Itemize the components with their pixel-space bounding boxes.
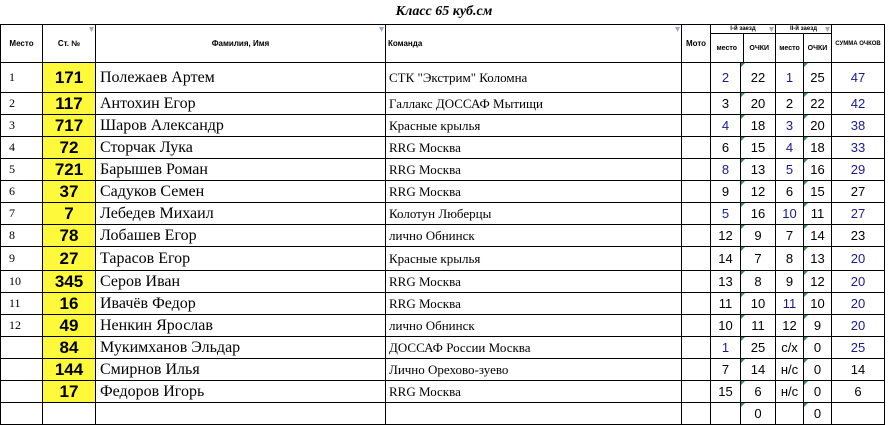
race2-place[interactable]: 8 xyxy=(776,247,804,271)
rider-name[interactable]: Смирнов Илья xyxy=(96,359,386,381)
race2-place[interactable]: н/с xyxy=(776,381,804,403)
rider-place[interactable] xyxy=(1,381,43,403)
rider-name[interactable]: Тарасов Егор xyxy=(96,247,386,271)
race1-points[interactable]: 10 xyxy=(741,293,776,315)
rider-place[interactable]: 3 xyxy=(1,115,43,137)
rider-name[interactable]: Полежаев Артем xyxy=(96,63,386,93)
filter-arrow-icon[interactable] xyxy=(89,27,94,32)
race1-place[interactable]: 8 xyxy=(711,159,741,181)
rider-name[interactable]: Ненкин Ярослав xyxy=(96,315,386,337)
race1-place[interactable]: 6 xyxy=(711,137,741,159)
team-name[interactable]: Лично Орехово-зуево xyxy=(386,359,682,381)
race1-points[interactable]: 20 xyxy=(741,93,776,115)
table-row xyxy=(1,293,885,315)
race2-place[interactable]: 3 xyxy=(776,115,804,137)
bike-cell[interactable] xyxy=(682,403,711,425)
total-points[interactable]: 33 xyxy=(832,137,885,159)
rider-place[interactable]: 5 xyxy=(1,159,43,181)
bib-number[interactable]: 345 xyxy=(43,271,96,293)
table-row xyxy=(1,337,885,359)
rider-name[interactable]: Лобашев Егор xyxy=(96,225,386,247)
rider-place[interactable]: 12 xyxy=(1,315,43,337)
bike-cell[interactable] xyxy=(682,115,711,137)
race2-points[interactable]: 20 xyxy=(804,115,832,137)
rider-name[interactable]: Лебедев Михаил xyxy=(96,203,386,225)
race2-place[interactable]: н/с xyxy=(776,359,804,381)
race1-label: I-й заезд xyxy=(711,25,775,34)
race1-points[interactable]: 18 xyxy=(741,115,776,137)
total-points[interactable]: 42 xyxy=(832,93,885,115)
race1-points[interactable]: 0 xyxy=(741,403,776,425)
total-points[interactable]: 20 xyxy=(832,247,885,271)
table-row xyxy=(1,181,885,203)
race2-points[interactable]: 11 xyxy=(804,203,832,225)
rider-place[interactable]: 11 xyxy=(1,293,43,315)
race2-points[interactable]: 25 xyxy=(804,63,832,93)
race1-points[interactable]: 7 xyxy=(741,247,776,271)
race2-points[interactable]: 0 xyxy=(804,403,832,425)
table-row xyxy=(1,247,885,271)
race1-place-label: место xyxy=(711,34,744,62)
bib-number[interactable]: 16 xyxy=(43,293,96,315)
race1-place[interactable]: 7 xyxy=(711,359,741,381)
race1-points[interactable]: 11 xyxy=(741,315,776,337)
bib-number[interactable]: 117 xyxy=(43,93,96,115)
filter-arrow-icon[interactable] xyxy=(379,27,384,32)
team-name[interactable]: Красные крылья xyxy=(386,247,682,271)
rider-place[interactable]: 10 xyxy=(1,271,43,293)
bike-cell[interactable] xyxy=(682,225,711,247)
rider-place[interactable] xyxy=(1,403,43,425)
table-row xyxy=(1,359,885,381)
rider-name[interactable]: Мукимханов Эльдар xyxy=(96,337,386,359)
header-race2[interactable] xyxy=(776,25,832,63)
bike-cell[interactable] xyxy=(682,337,711,359)
team-name[interactable]: лично Обнинск xyxy=(386,225,682,247)
rider-place[interactable]: 6 xyxy=(1,181,43,203)
race2-label: II-й заезд xyxy=(776,25,831,34)
race1-points[interactable]: 15 xyxy=(741,137,776,159)
race2-points[interactable]: 14 xyxy=(804,225,832,247)
table-row xyxy=(1,403,885,425)
total-points[interactable]: 20 xyxy=(832,293,885,315)
bike-cell[interactable] xyxy=(682,359,711,381)
bike-cell[interactable] xyxy=(682,203,711,225)
total-points[interactable]: 25 xyxy=(832,337,885,359)
table-row xyxy=(1,225,885,247)
race2-points[interactable]: 18 xyxy=(804,137,832,159)
header-race1[interactable] xyxy=(711,25,776,63)
race2-points[interactable]: 10 xyxy=(804,293,832,315)
rider-place[interactable]: 1 xyxy=(1,63,43,93)
table-row xyxy=(1,159,885,181)
header-place: Место xyxy=(1,25,43,63)
bib-number[interactable]: 84 xyxy=(43,337,96,359)
rider-place[interactable] xyxy=(1,359,43,381)
team-name[interactable]: RRG Москва xyxy=(386,293,682,315)
race2-place[interactable]: 7 xyxy=(776,225,804,247)
team-name[interactable] xyxy=(386,403,682,425)
bib-number[interactable]: 17 xyxy=(43,381,96,403)
race2-place[interactable]: 12 xyxy=(776,315,804,337)
filter-arrow-icon[interactable] xyxy=(675,27,680,32)
race1-points[interactable]: 13 xyxy=(741,159,776,181)
bib-number[interactable]: 37 xyxy=(43,181,96,203)
rider-name[interactable]: Ивачёв Федор xyxy=(96,293,386,315)
page-title: Класс 65 куб.см xyxy=(395,4,493,19)
team-name[interactable]: Колотун Люберцы xyxy=(386,203,682,225)
race2-place[interactable]: 2 xyxy=(776,93,804,115)
race2-place[interactable] xyxy=(776,403,804,425)
total-points[interactable]: 23 xyxy=(832,225,885,247)
race1-place[interactable]: 13 xyxy=(711,271,741,293)
total-points[interactable]: 14 xyxy=(832,359,885,381)
team-name[interactable]: СТК "Экстрим" Коломна xyxy=(386,63,682,93)
race2-place[interactable]: 4 xyxy=(776,137,804,159)
race1-place[interactable]: 3 xyxy=(711,93,741,115)
bike-cell[interactable] xyxy=(682,93,711,115)
race1-place[interactable]: 11 xyxy=(711,293,741,315)
race1-place[interactable]: 4 xyxy=(711,115,741,137)
race2-place[interactable]: 5 xyxy=(776,159,804,181)
race2-points[interactable]: 9 xyxy=(804,315,832,337)
bib-number[interactable]: 72 xyxy=(43,137,96,159)
race1-place[interactable]: 1 xyxy=(711,337,741,359)
bib-number[interactable] xyxy=(43,403,96,425)
race2-place[interactable]: 11 xyxy=(776,293,804,315)
table-row xyxy=(1,203,885,225)
race2-points[interactable]: 0 xyxy=(804,359,832,381)
team-name[interactable]: RRG Москва xyxy=(386,271,682,293)
team-name[interactable]: Красные крылья xyxy=(386,115,682,137)
table-row xyxy=(1,93,885,115)
rider-name[interactable]: Федоров Игорь xyxy=(96,381,386,403)
bib-number[interactable]: 721 xyxy=(43,159,96,181)
rider-place[interactable]: 9 xyxy=(1,247,43,271)
total-points[interactable]: 27 xyxy=(832,181,885,203)
table-row xyxy=(1,315,885,337)
race1-place[interactable]: 2 xyxy=(711,63,741,93)
team-name[interactable]: лично Обнинск xyxy=(386,315,682,337)
race2-points[interactable]: 22 xyxy=(804,93,832,115)
race2-points[interactable]: 0 xyxy=(804,381,832,403)
team-name[interactable]: RRG Москва xyxy=(386,159,682,181)
rider-name[interactable]: Шаров Александр xyxy=(96,115,386,137)
rider-place[interactable]: 2 xyxy=(1,93,43,115)
rider-name[interactable]: Садуков Семен xyxy=(96,181,386,203)
race1-place[interactable] xyxy=(711,403,741,425)
total-points[interactable]: 29 xyxy=(832,159,885,181)
bike-cell[interactable] xyxy=(682,293,711,315)
race1-points[interactable]: 12 xyxy=(741,181,776,203)
total-points[interactable]: 47 xyxy=(832,63,885,93)
race1-place[interactable]: 12 xyxy=(711,225,741,247)
race1-place[interactable]: 15 xyxy=(711,381,741,403)
bib-number[interactable]: 78 xyxy=(43,225,96,247)
race1-points[interactable]: 8 xyxy=(741,271,776,293)
bib-number[interactable]: 171 xyxy=(43,63,96,93)
race1-points[interactable]: 25 xyxy=(741,337,776,359)
rider-name[interactable]: Серов Иван xyxy=(96,271,386,293)
bike-cell[interactable] xyxy=(682,137,711,159)
header-number[interactable]: Ст. № xyxy=(43,25,96,63)
bib-number[interactable]: 49 xyxy=(43,315,96,337)
race2-place[interactable]: 6 xyxy=(776,181,804,203)
race1-place[interactable]: 5 xyxy=(711,203,741,225)
race2-points[interactable]: 13 xyxy=(804,247,832,271)
team-name[interactable]: RRG Москва xyxy=(386,381,682,403)
team-name[interactable]: Галлакс ДОССАФ Мытищи xyxy=(386,93,682,115)
rider-place[interactable] xyxy=(1,337,43,359)
race2-place-label: место xyxy=(776,34,804,62)
bib-number[interactable]: 7 xyxy=(43,203,96,225)
bike-cell[interactable] xyxy=(682,247,711,271)
bib-number[interactable]: 717 xyxy=(43,115,96,137)
results-table xyxy=(0,24,885,425)
header-name[interactable]: Фамилия, Имя xyxy=(96,25,386,63)
race2-place[interactable]: 10 xyxy=(776,203,804,225)
race1-points-label: ОЧКИ xyxy=(749,44,770,52)
total-points[interactable]: 38 xyxy=(832,115,885,137)
total-points[interactable]: 6 xyxy=(832,381,885,403)
rider-name[interactable]: Сторчак Лука xyxy=(96,137,386,159)
rider-name[interactable]: Антохин Егор xyxy=(96,93,386,115)
bike-cell[interactable] xyxy=(682,315,711,337)
race2-points[interactable]: 15 xyxy=(804,181,832,203)
race1-place[interactable]: 10 xyxy=(711,315,741,337)
total-points[interactable]: 20 xyxy=(832,315,885,337)
bike-cell[interactable] xyxy=(682,271,711,293)
total-points[interactable] xyxy=(832,403,885,425)
bike-cell[interactable] xyxy=(682,159,711,181)
race2-place[interactable]: 9 xyxy=(776,271,804,293)
race2-place[interactable]: 1 xyxy=(776,63,804,93)
team-name[interactable]: RRG Москва xyxy=(386,181,682,203)
bike-cell[interactable] xyxy=(682,381,711,403)
race1-points[interactable]: 16 xyxy=(741,203,776,225)
race1-points[interactable]: 22 xyxy=(741,63,776,93)
race1-points[interactable]: 9 xyxy=(741,225,776,247)
total-points[interactable]: 27 xyxy=(832,203,885,225)
rider-name[interactable]: Барышев Роман xyxy=(96,159,386,181)
team-name[interactable]: RRG Москва xyxy=(386,137,682,159)
team-name[interactable]: ДОССАФ России Москва xyxy=(386,337,682,359)
total-points[interactable]: 20 xyxy=(832,271,885,293)
bib-number[interactable]: 144 xyxy=(43,359,96,381)
bike-cell[interactable] xyxy=(682,181,711,203)
race1-points[interactable]: 6 xyxy=(741,381,776,403)
race2-place[interactable]: с/х xyxy=(776,337,804,359)
bib-number[interactable]: 27 xyxy=(43,247,96,271)
rider-place[interactable]: 8 xyxy=(1,225,43,247)
race1-place[interactable]: 14 xyxy=(711,247,741,271)
bike-cell[interactable] xyxy=(682,63,711,93)
race1-place[interactable]: 9 xyxy=(711,181,741,203)
header-total: СУММА ОЧКОВ xyxy=(832,25,885,63)
table-row xyxy=(1,137,885,159)
table-row xyxy=(1,381,885,403)
header-bike: Мото xyxy=(682,25,711,63)
race2-points-label: ОЧКИ xyxy=(807,44,828,52)
table-row xyxy=(1,115,885,137)
table-row xyxy=(1,271,885,293)
race2-points[interactable]: 12 xyxy=(804,271,832,293)
race1-points[interactable]: 14 xyxy=(741,359,776,381)
race2-points[interactable]: 0 xyxy=(804,337,832,359)
table-row xyxy=(1,63,885,93)
rider-name[interactable] xyxy=(96,403,386,425)
rider-place[interactable]: 4 xyxy=(1,137,43,159)
rider-place[interactable]: 7 xyxy=(1,203,43,225)
header-team[interactable]: Команда xyxy=(386,25,682,63)
race2-points[interactable]: 16 xyxy=(804,159,832,181)
